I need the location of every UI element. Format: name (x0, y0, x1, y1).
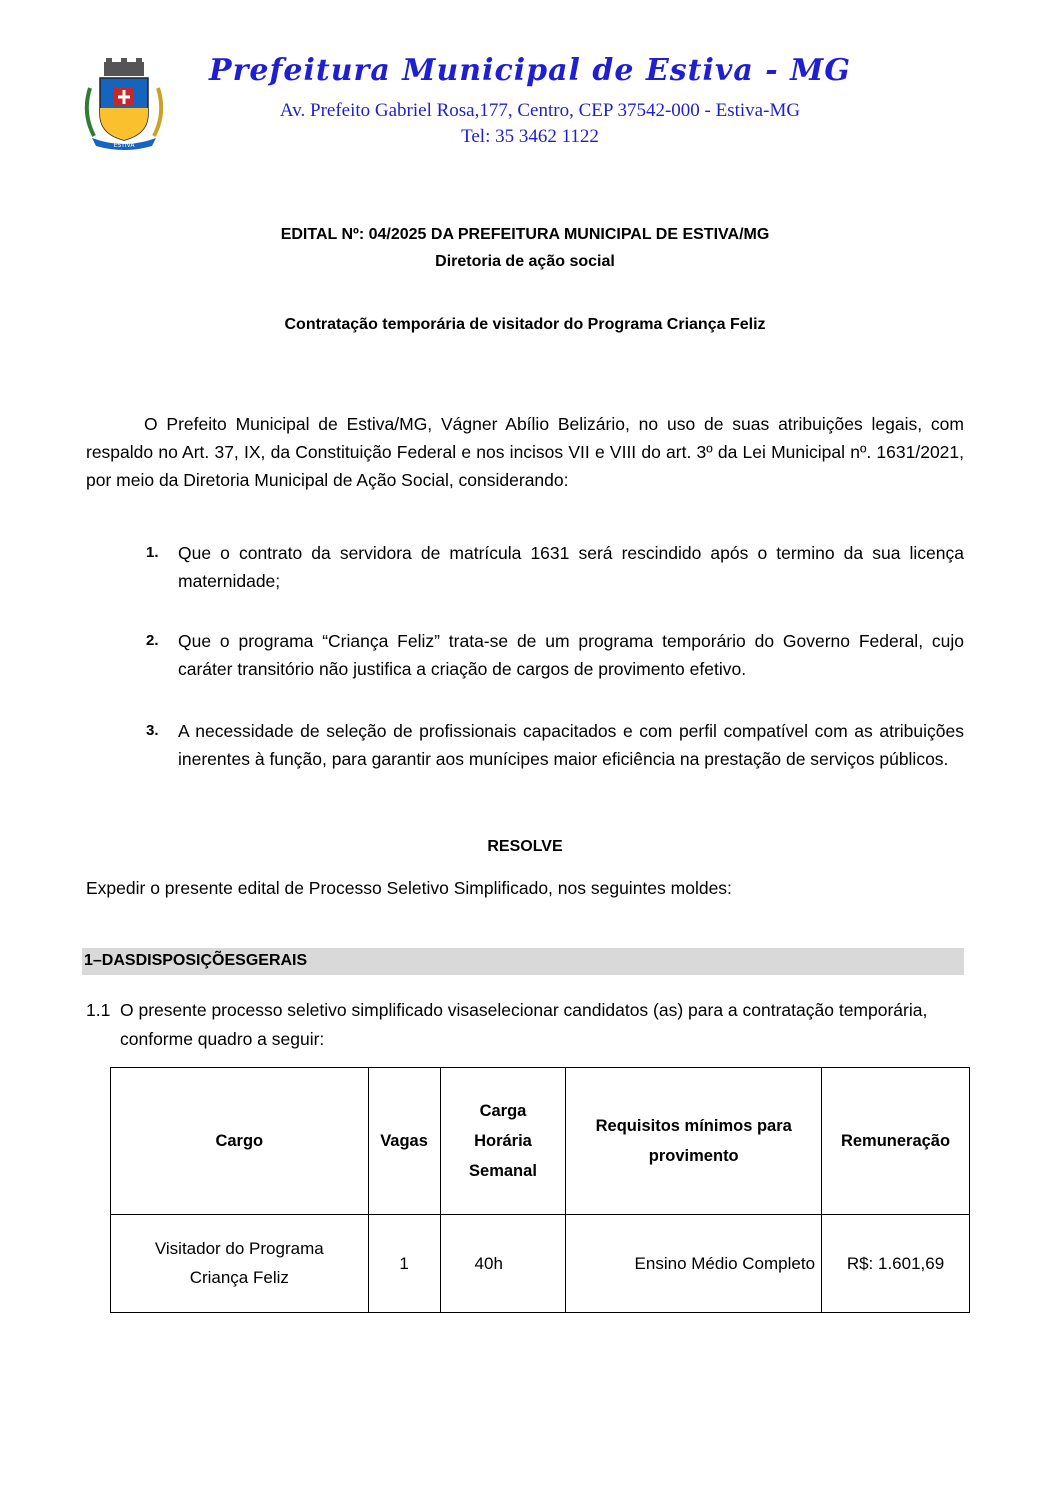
subsection-text: O presente processo seletivo simplificado visaselecionar candidatos (as) para a contratação temporária, conforme quadro a seguir: (120, 1000, 928, 1049)
cell-carga: 40h (440, 1214, 566, 1312)
header-carga-line: Carga (479, 1101, 527, 1120)
cell-cargo-line: Visitador do Programa (154, 1239, 324, 1259)
header-cargo: Cargo (111, 1068, 369, 1215)
item-text: Que o contrato da servidora de matrícula 1631 será rescindido após o termino da sua licença maternidade; (178, 543, 964, 591)
header-carga (440, 1068, 566, 1215)
directorate-title: Diretoria de ação social (435, 253, 615, 270)
item-number: 3. (146, 722, 159, 739)
subsection-number: 1.1 (86, 1000, 111, 1020)
resolve-heading: RESOLVE (487, 838, 563, 855)
header-phone: Tel: 35 3462 1122 (461, 126, 599, 147)
cell-cargo (111, 1214, 369, 1312)
header-requisitos (566, 1068, 822, 1215)
header-req-line: Requisitos mínimos para (595, 1116, 792, 1135)
cell-cargo-line: Criança Feliz (189, 1268, 289, 1288)
edital-title: EDITAL Nº: 04/2025 DA PREFEITURA MUNICIPAL DE ESTIVA/MG (280, 226, 770, 243)
header-title: Prefeitura Municipal de Estiva - MG (209, 53, 851, 88)
subject-title: Contratação temporária de visitador do Programa Criança Feliz (284, 316, 766, 333)
table-header-row (111, 1068, 970, 1215)
header-remuneracao: Remuneração (822, 1068, 970, 1215)
consideration-item (146, 627, 964, 683)
section-title: 1–DASDISPOSIÇÕESGERAIS (84, 952, 308, 969)
cell-remuneracao: R$: 1.601,69 (822, 1214, 970, 1312)
header-address: Av. Prefeito Gabriel Rosa,177, Centro, CEP 37542-000 - Estiva-MG (279, 100, 801, 121)
resolve-text: Expedir o presente edital de Processo Seletivo Simplificado, nos seguintes moldes: (86, 878, 732, 898)
item-text: Que o programa “Criança Feliz” trata-se de um programa temporário do Governo Federal, cujo caráter transitório não justifica a criação de cargos de provimento efetivo. (178, 631, 964, 679)
subsection-1-1 (86, 996, 964, 1054)
municipal-crest-icon (80, 58, 168, 150)
cell-vagas: 1 (368, 1214, 440, 1312)
table-row (111, 1214, 970, 1312)
item-number: 2. (146, 632, 159, 649)
item-text: A necessidade de seleção de profissionais capacitados e com perfil compatível com as atribuições inerentes à função, para garantir aos munícipes maior eficiência na prestação de serviços públicos. (178, 721, 964, 769)
section-heading (82, 948, 964, 975)
header-carga-line: Semanal (469, 1161, 537, 1180)
header-req-line: provimento (648, 1146, 739, 1165)
item-number: 1. (146, 544, 159, 561)
header-vagas: Vagas (368, 1068, 440, 1215)
intro-paragraph: O Prefeito Municipal de Estiva/MG, Vágner Abílio Belizário, no uso de suas atribuições legais, com respaldo no Art. 37, IX, da Constituição Federal e nos incisos VII e VIII do art. 3º da Lei Municipal nº. 1631/2021, por meio da Diretoria Municipal de Ação Social, considerando: (86, 414, 964, 490)
consideration-item (146, 539, 964, 595)
cell-requisitos: Ensino Médio Completo (566, 1214, 822, 1312)
positions-table (110, 1067, 970, 1313)
header-carga-line: Horária (474, 1131, 532, 1150)
consideration-item (146, 717, 964, 773)
crest-label: ESTIVA (113, 142, 135, 149)
